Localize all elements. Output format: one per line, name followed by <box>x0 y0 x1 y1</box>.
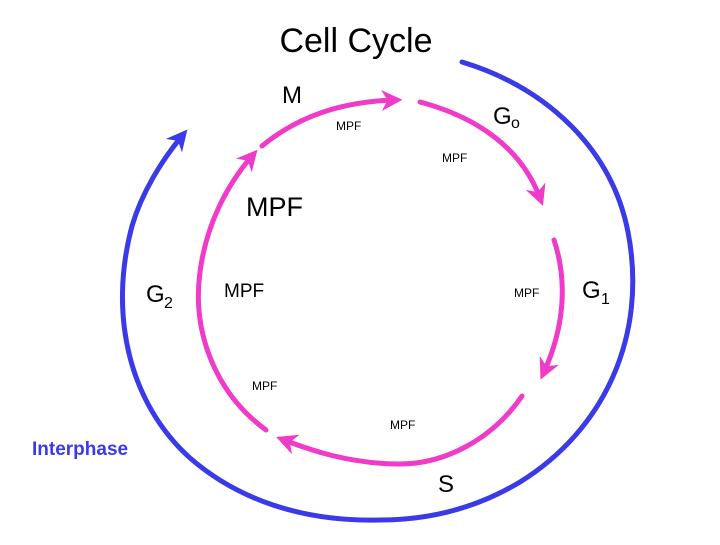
mpf-label-left: MPF <box>224 281 265 302</box>
mpf-label-large: MPF <box>246 192 303 222</box>
interphase-label: Interphase <box>32 439 129 460</box>
mpf-label-right: MPF <box>514 286 540 300</box>
mpf-label-bottom: MPF <box>390 418 416 432</box>
phase-label-g2 <box>146 281 173 312</box>
phase-label-s: S <box>438 471 455 498</box>
phase-label-g2-sub: 2 <box>164 295 173 312</box>
phase-label-g0-main: G <box>493 103 512 130</box>
phase-label-g0 <box>493 103 520 132</box>
phase-label-m: M <box>282 82 302 109</box>
mpf-label-top-left: MPF <box>336 119 362 133</box>
phase-label-g0-sub: o <box>511 115 520 132</box>
phase-label-g1-main: G <box>582 277 601 304</box>
inner-arrow-top-to-right <box>420 102 540 198</box>
mpf-label-top-right: MPF <box>442 151 468 165</box>
diagram-title: Cell Cycle <box>279 22 433 60</box>
phase-label-g1 <box>582 277 610 308</box>
phase-label-g2-main: G <box>146 281 165 308</box>
mpf-label-bottom-left: MPF <box>252 379 278 393</box>
inner-arrow-right-down <box>544 240 562 372</box>
phase-label-g1-sub: 1 <box>601 291 610 308</box>
